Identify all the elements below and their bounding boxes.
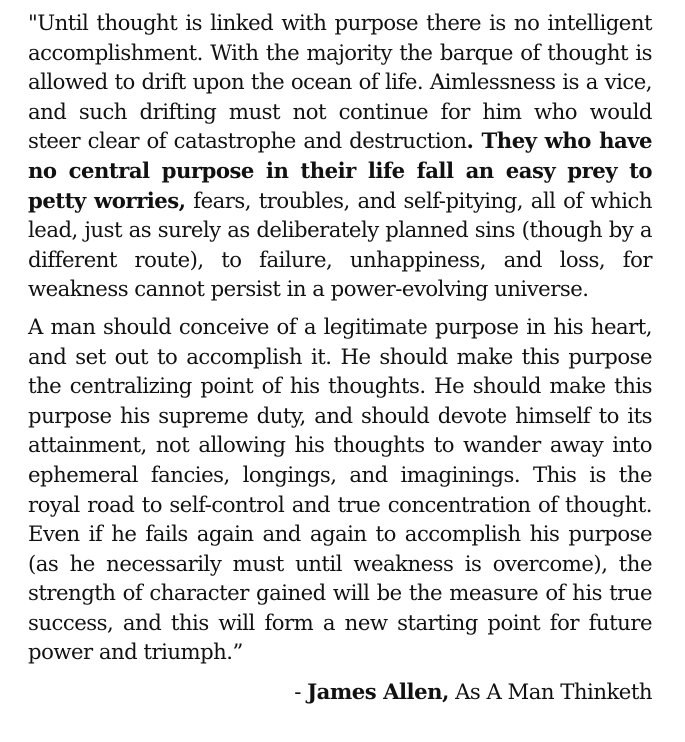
paragraph-1-text-end: fears, troubles, and self-pitying, all of which lead, just as surely as deliberately planned sins (though by a different route), to failure, unhappiness, and loss, for weakness cannot persist in a power-evolving universe.	[28, 187, 652, 302]
attribution-work-title: As A Man Thinketh	[448, 679, 652, 705]
attribution-dash: -	[294, 679, 308, 705]
quote-paragraph-1	[28, 8, 652, 304]
quote-attribution	[28, 677, 652, 707]
quote-document	[28, 8, 652, 707]
quote-paragraph-2	[28, 312, 652, 667]
attribution-author: James Allen,	[307, 679, 449, 705]
paragraph-1-text-start: "Until thought is linked with purpose there is no intelligent accomplishment. With the majority the barque of thought is allowed to drift upon the ocean of life. Aimlessness is a vice, and such drifting must not continue for him who would steer clear of catastrophe and destruction	[28, 10, 652, 154]
paragraph-2-text: A man should conceive of a legitimate purpose in his heart, and set out to accomplish it. He should make this purpose the centralizing point of his thoughts. He should make this purpose his supreme duty, and should devote himself to its attainment, not allowing his thoughts to wander away into ephemeral fancies, longings, and imaginings. This is the royal road to self-control and true concentration of thought. Even if he fails again and again to accomplish his purpose (as he necessarily must until weakness is overcome), the strength of character gained will be the measure of his true success, and this will form a new starting point for future power and triumph.”	[28, 313, 652, 665]
paragraph-1-bold-text: . They who have no central purpose in their life fall an easy prey to petty worries,	[28, 128, 652, 213]
